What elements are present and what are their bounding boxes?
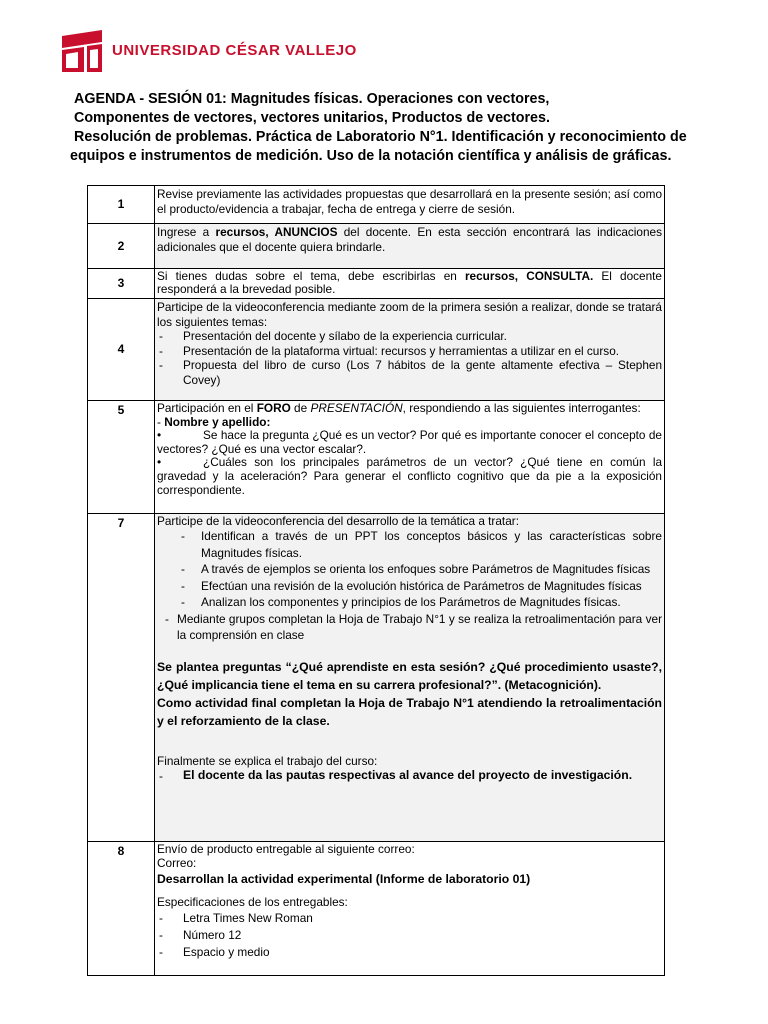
table-row	[88, 401, 665, 514]
row-text: Participe de la videoconferencia del desarrollo de la temática a tratar: - Identifican a través de un PPT los conceptos básicos y las características sobre Magnitudes físicas. - A través de ejemplos se orienta los enfoques sobre Parámetros de Magnitudes físicas - Efectúan una revisión de la evolución histórica de Parámetros de Magnitudes físicas - Analizan los componentes y principios de los Parámetros de Magnitudes físicas. - Mediante grupos completan la Hoja de Trabajo N°1 y se realiza la retroalimentación para ver la comprensión en clase Se plantea preguntas “¿Qué aprendiste en esta sesión? ¿Qué procedimiento usaste?, ¿Qué implicancia tiene el tema en su carrera profesional?”. (Metacognición). Como actividad final completan la Hoja de Trabajo N°1 atendiendo la retroalimentación y el reforzamiento de la clase. Finalmente se explica el trabajo del curso: - El docente da las pautas respectivas al avance del proyecto de investigación.	[155, 514, 665, 842]
row-number: 1	[88, 186, 155, 224]
resources-consult-label: recursos, CONSULTA.	[464, 269, 594, 283]
row-text: Envío de producto entregable al siguiente correo: Correo: Desarrollan la actividad experimental (Informe de laboratorio 01) Especificaciones de los entregables: - Letra Times New Roman - Número 12 - Espacio y medio	[155, 842, 665, 976]
agenda-table	[87, 185, 665, 976]
resources-announcements-label: recursos, ANUNCIOS	[215, 225, 338, 239]
row-text: Participe de la videoconferencia mediante zoom de la primera sesión a realizar, donde se tratará los siguientes temas: - Presentación del docente y sílabo de la experiencia curricular. - Presentación de la plataforma virtual: recursos y herramientas a utilizar en el curso. - Propuesta del libro de curso (Los 7 hábitos de la gente altamente efectiva – Stephen Covey)	[155, 299, 665, 401]
list-item: - Mediante grupos completan la Hoja de Trabajo N°1 y se realiza la retroalimentación para ver la comprensión en clase	[165, 611, 662, 642]
table-row	[88, 224, 665, 269]
list-item: - Presentación del docente y sílabo de la experiencia curricular.	[159, 329, 507, 343]
list-item: - A través de ejemplos se orienta los enfoques sobre Parámetros de Magnitudes físicas	[181, 562, 651, 576]
row-number: 2	[88, 224, 155, 269]
title-line-2: Componentes de vectores, vectores unitarios, Productos de vectores.	[74, 110, 550, 126]
list-item: - Número 12	[159, 927, 242, 942]
forum-label: FORO	[256, 401, 291, 415]
table-row	[88, 299, 665, 401]
row-text: Participación en el FORO de PRESENTACIÓN, respondiendo a las siguientes interrogantes: - Nombre y apellido: • Se hace la pregunta ¿Qué es un vector? Por qué es importante conocer el concepto de vectores? ¿Qué es una vector escalar?. • ¿Cuáles son los principales parámetros de un vector? ¿Qué tiene en común la gravedad y la aceleración? Para generar el conflicto cognitivo que da pie a la exposición correspondiente.	[155, 401, 665, 514]
row-number: 4	[88, 299, 155, 401]
table-row	[88, 514, 665, 842]
metacognition-questions: Se plantea preguntas “¿Qué aprendiste en esta sesión? ¿Qué procedimiento usaste?, ¿Qué implicancia tiene el tema en su carrera profesional?”. (Metacognición).	[157, 659, 662, 692]
row-number: 5	[88, 401, 155, 514]
deliverable-title: Desarrollan la actividad experimental (Informe de laboratorio 01)	[157, 872, 531, 886]
university-logo	[60, 30, 357, 74]
name-label: Nombre y apellido:	[164, 414, 271, 429]
agenda-title	[70, 90, 744, 166]
list-item: - Espacio y medio	[159, 944, 270, 959]
presentation-label: PRESENTACIÓN	[310, 401, 403, 415]
list-item: - Letra Times New Roman	[159, 910, 313, 925]
row-number: 7	[88, 514, 155, 842]
table-row	[88, 186, 665, 224]
row-text: Ingrese a recursos, ANUNCIOS del docente. En esta sección encontrará las indicaciones adicionales que el docente quiera brindarle.	[155, 224, 665, 269]
row-number: 8	[88, 842, 155, 976]
university-shield-icon	[60, 30, 104, 74]
row-text: Si tienes dudas sobre el tema, debe escribirlas en recursos, CONSULTA. El docente responderá a la brevedad posible.	[155, 269, 665, 299]
list-item: - El docente da las pautas respectivas al avance del proyecto de investigación.	[159, 767, 633, 783]
row-text: Revise previamente las actividades propuestas que desarrollará en la presente sesión; así como el producto/evidencia a trabajar, fecha de entrega y cierre de sesión.	[155, 186, 665, 224]
table-row	[88, 842, 665, 976]
title-line-3: Resolución de problemas. Práctica de Laboratorio N°1. Identificación y reconocimiento de	[74, 129, 687, 145]
final-activity: Como actividad final completan la Hoja de Trabajo N°1 atendiendo la retroalimentación y el reforzamiento de la clase.	[157, 695, 662, 728]
list-item: - Efectúan una revisión de la evolución histórica de Parámetros de Magnitudes físicas	[181, 578, 642, 593]
list-item: • ¿Cuáles son los principales parámetros de un vector? ¿Qué tiene en común la gravedad y la aceleración? Para generar el conflicto cognitivo que da pie a la exposición correspondiente.	[157, 455, 662, 497]
title-line-1: AGENDA - SESIÓN 01: Magnitudes físicas. Operaciones con vectores,	[74, 91, 550, 107]
list-item: • Se hace la pregunta ¿Qué es un vector? Por qué es importante conocer el concepto de vectores? ¿Qué es una vector escalar?.	[157, 428, 662, 456]
list-item: - Presentación de la plataforma virtual: recursos y herramientas a utilizar en el curso.	[159, 343, 620, 358]
list-item: - Propuesta del libro de curso (Los 7 hábitos de la gente altamente efectiva – Stephen Covey)	[159, 358, 662, 387]
list-item: - Identifican a través de un PPT los conceptos básicos y las características sobre Magnitudes físicas.	[181, 529, 662, 560]
title-line-4: equipos e instrumentos de medición. Uso de la notación científica y análisis de gráficas.	[70, 148, 672, 164]
table-row	[88, 269, 665, 299]
university-name: UNIVERSIDAD CÉSAR VALLEJO	[112, 42, 357, 59]
row-number: 3	[88, 269, 155, 299]
list-item: - Analizan los componentes y principios de los Parámetros de Magnitudes físicas.	[181, 595, 621, 609]
